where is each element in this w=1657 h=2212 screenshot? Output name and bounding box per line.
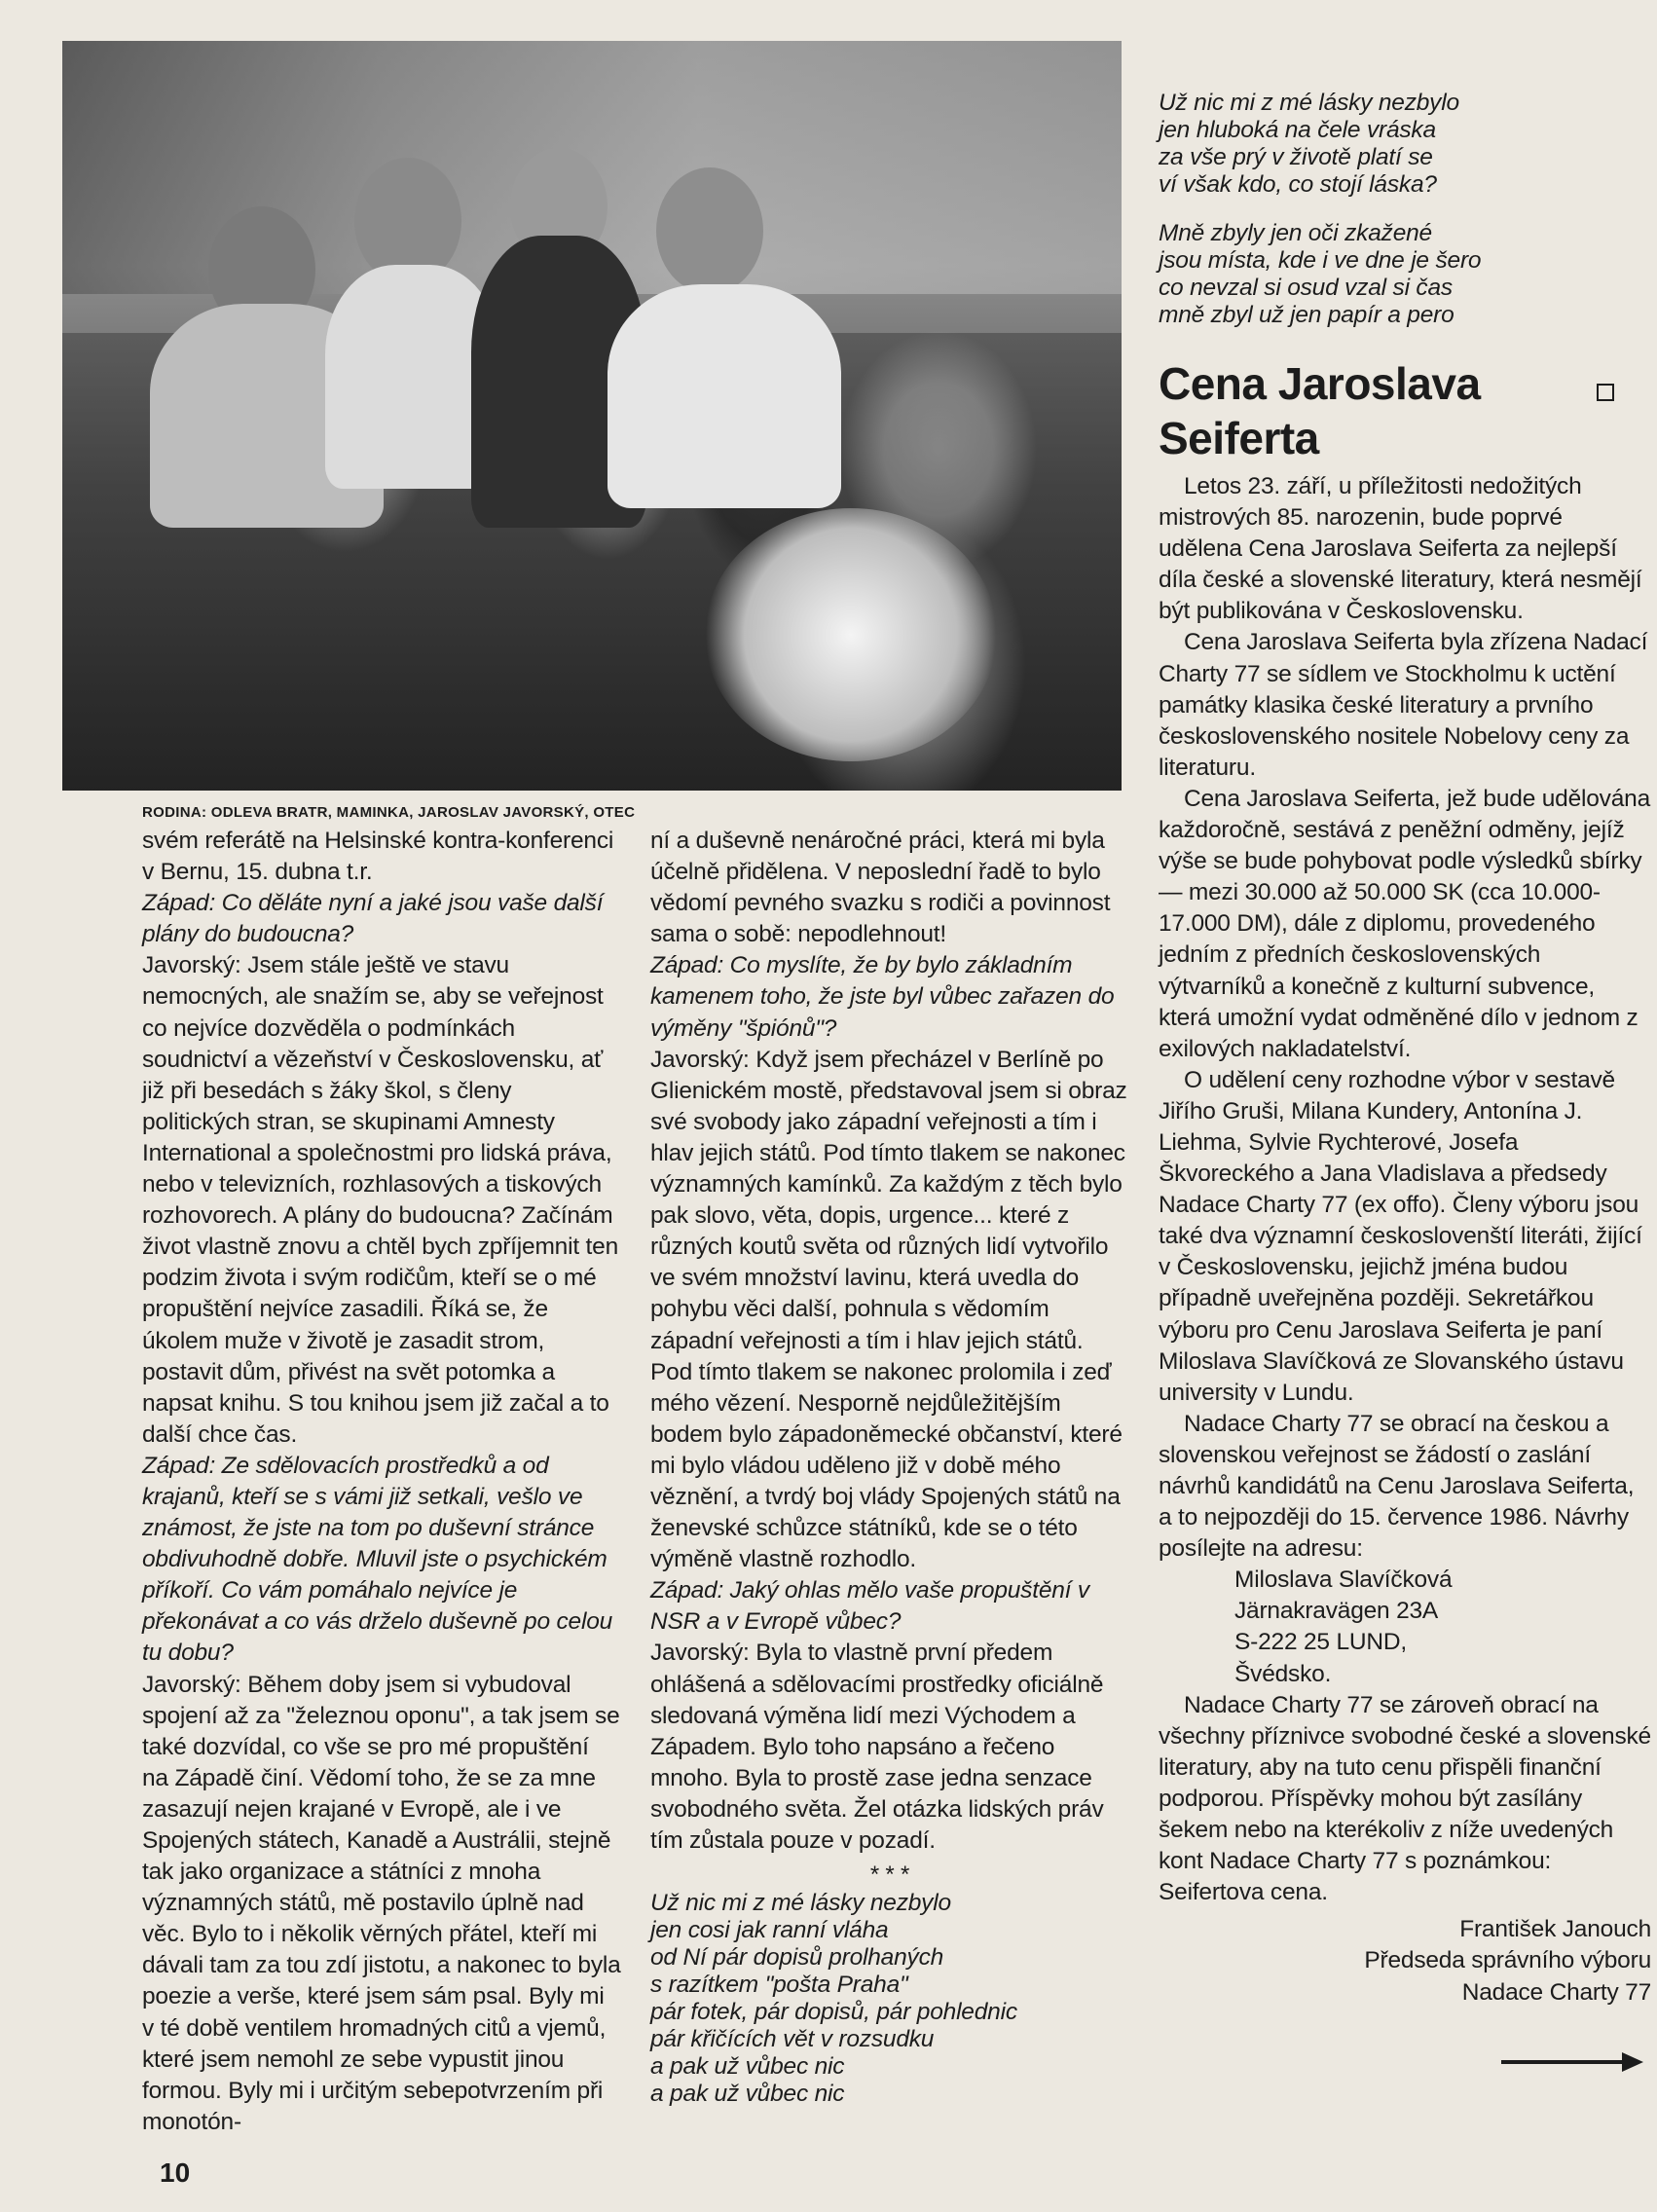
article-paragraph: Letos 23. září, u příležitosti nedožitých mistrových 85. narozenin, bude poprvé udělena Cena Jaroslava Seiferta za nejlepší díla české a slovenské literatury, která nesmějí být publikována v Československu. <box>1159 473 1642 625</box>
article-paragraph: Cena Jaroslava Seiferta, jež bude udělována každoročně, sestává z peněžní odměny, jejíž výše se bude pohybovat podle výsledků sbírky — mezi 30.000 až 50.000 SK (cca 10.000-17.000 DM), dále z diplomu, provedeného jedním z předních československých výtvarníků a konečně z kulturní subvence, která umožní vydat odměněné dílo v jednom z exilových nakladatelství. <box>1159 785 1650 1062</box>
section-separator: * * * <box>869 1862 910 1889</box>
paragraph: svém referátě na Helsinské kontra-konferenci v Bernu, 15. dubna t.r. <box>142 828 614 886</box>
interview-answer: Javorský: Když jsem přecházel v Berlíně po Glienickém mostě, představoval jsem si obraz své svobody jako západní veřejnosti a tím i hlav jejich států. Pod tímto tlakem se nakonec významných kamínků. Za každým z těch bylo pak slovo, věta, dopis, urgence... které z různých koutů světa od různých lidí vytvořilo ve svém množství lavinu, která uvedla do pohybu věci další, pohnula s vědomím západní veřejnosti a tím i hlav jejich států. Pod tímto tlakem se nakonec prolomila i zeď mého vězení. Nesporně nejdůležitějším bodem bylo západoněmecké občanství, které mi bylo vládou uděleno již v době mého věznění, a tvrdý boj vlády Spojených států na ženevské schůzce státníků, kde se o této výměně vlastně rozhodlo. <box>650 1046 1127 1573</box>
article-paragraph: Nadace Charty 77 se zároveň obrací na všechny příznivce svobodné české a slovenské literatury, aby na tuto cenu přispěli finanční podporou. Příspěvky mohou být zasílány šekem nebo na kterékoliv z níže uvedených kont Nadace Charty 77 s poznámkou: Seifertova cena. <box>1159 1691 1651 1906</box>
interview-question: Západ: Co děláte nyní a jaké jsou vaše další plány do budoucna? <box>142 890 604 948</box>
person-father <box>656 167 763 294</box>
column-1 <box>142 826 621 2138</box>
interview-answer: Javorský: Byla to vlastně první předem ohlášená a sdělovacími prostředky oficiálně sledovaná výměna lidí mezi Východem a Západem. Bylo toho napsáno a řečeno mnoho. Byla to prostě zase jedna senzace svobodného světa. Žel otázka lidských práv tím zůstala pouze v pozadí. <box>650 1640 1104 1854</box>
interview-answer: Javorský: Během doby jsem si vybudoval spojení až za "železnou oponu", a tak jsem se také dozvídal, co vše se pro mé propuštění na Západě činí. Vědomí toho, že se za mne zasazují nejen krajané v Evropě, ale i ve Spojených státech, Kanadě a Austrálii, stejně tak jako organizace a státníci z mnoha významných států, mě postavilo úplně nad věc. Bylo to i několik věrných přátel, kteří mi dávali tam za tou zdí jistotu, a nakonec to byla poezie a verše, které jsem sám psal. Byly mi v té době ventilem hromadných citů a vjemů, které jsem nemohl ze sebe vypustit jinou formou. Byly mi i určitým sebepotvrzením při monotón- <box>142 1671 621 2135</box>
poem-line: jen cosi jak ranní vláha <box>650 1917 889 1944</box>
postal-address <box>1159 1565 1651 1689</box>
address-line: S-222 25 LUND, <box>1234 1629 1407 1656</box>
poem-line: pár fotek, pár dopisů, pár pohlednic <box>650 1999 1017 2026</box>
paragraph: ní a duševně nenáročné práci, která mi byla účelně přidělena. V neposlední řadě to bylo vědomí pevného svazku s rodiči a povinnost sama o sobě: nepodlehnout! <box>650 828 1111 948</box>
signature-block <box>1159 1914 1651 2008</box>
photo-caption: RODINA: ODLEVA BRATR, MAMINKA, JAROSLAV JAVORSKÝ, OTEC <box>142 804 636 821</box>
photo-flowers <box>705 508 997 761</box>
poem-line: jsou místa, kde i ve dne je šero <box>1159 247 1482 274</box>
address-line: Järnakravägen 23A <box>1234 1598 1439 1625</box>
article-paragraph: Cena Jaroslava Seiferta byla zřízena Nadací Charty 77 se sídlem ve Stockholmu k uctění památky klasika české literatury a prvního československého nositele Nobelovy ceny za literaturu. <box>1159 629 1648 781</box>
address-line: Švédsko. <box>1234 1660 1332 1687</box>
interview-question: Západ: Ze sdělovacích prostředků a od krajanů, kteří se s vámi již setkali, vešlo ve známost, že jste na tom po duševní stránce obdivuhodně dobře. Mluvil jste o psychickém příkoří. Co vám pomáhalo nejvíce je překonávat a co vás drželo duševně po celou tu dobu? <box>142 1452 613 1667</box>
poem-line: ví však kdo, co stojí láska? <box>1159 171 1437 198</box>
page-number: 10 <box>160 2157 191 2188</box>
column-3 <box>1159 90 1651 2009</box>
poem-line: za vše prý v životě platí se <box>1159 144 1433 170</box>
article-paragraph: Nadace Charty 77 se obrací na českou a slovenskou veřejnost se žádostí o zaslání návrhů kandidátů na Cenu Jaroslava Seiferta, a to nejpozději do 15. července 1986. Návrhy posílejte na adresu: <box>1159 1410 1635 1563</box>
poem-line: Už nic mi z mé lásky nezbylo <box>1159 90 1459 116</box>
article-headline: Cena Jaroslava Seiferta <box>1159 358 1481 463</box>
poem-continued <box>1159 90 1651 199</box>
poem-line: Mně zbyly jen oči zkažené <box>1159 220 1432 246</box>
poem <box>650 1890 1129 2108</box>
column-2 <box>650 826 1129 2108</box>
signature-line: Předseda správního výboru <box>1364 1947 1651 1974</box>
interview-question: Západ: Jaký ohlas mělo vaše propuštění v NSR a v Evropě vůbec? <box>650 1577 1089 1636</box>
interview-question: Západ: Co myslíte, že by bylo základním kamenem toho, že jste byl vůbec zařazen do výměny "špiónů"? <box>650 952 1115 1042</box>
poem-line: pár křičících vět v rozsudku <box>650 2026 935 2053</box>
signature-line: Nadace Charty 77 <box>1461 1978 1651 2006</box>
poem-continued <box>1159 220 1651 329</box>
article-paragraph: O udělení ceny rozhodne výbor v sestavě Jiřího Gruši, Milana Kundery, Antonína J. Liehma, Sylvie Rychterové, Josefa Škvoreckého a Jana Vladislava a předsedy Nadace Charty 77 (ex offo). Členy výboru jsou také dva významní českoslovenští literáti, žijící v Československu, jejichž jména budou případně uveřejněna později. Sekretářkou výboru pro Cenu Jaroslava Seiferta je paní Miloslava Slavíčková ze Slovanského ústavu university v Lundu. <box>1159 1066 1642 1406</box>
poem-line: Už nic mi z mé lásky nezbylo <box>650 1890 951 1917</box>
address-line: Miloslava Slavíčková <box>1234 1567 1453 1594</box>
poem-line: mně zbyl už jen papír a pero <box>1159 302 1454 328</box>
family-photo <box>62 41 1122 791</box>
poem-line: s razítkem "pošta Praha" <box>650 1972 908 1999</box>
poem-line: jen hluboká na čele vráska <box>1159 117 1436 143</box>
signature-line: František Janouch <box>1459 1916 1651 1943</box>
interview-answer: Javorský: Jsem stále ještě ve stavu nemocných, ale snažím se, aby se veřejnost co nejvíce dozvěděla o podmínkách soudnictví a vězeňství v Československu, ať již při besedách s žáky škol, s členy politických stran, se skupinami Amnesty International a společnostmi pro lidská práva, nebo v televizních, rozhlasových a tiskových rozhovorech. A plány do budoucna? Začínám život vlastně znovu a chtěl bych zpříjemnit ten podzim života i svým rodičům, kteří se o mé propuštění nejvíce zasadili. Říká se, že úkolem muže v životě je zasadit strom, postavit dům, přivést na svět potomka a napsat knihu. S tou knihou jsem již začal a to další chce čas. <box>142 952 619 1448</box>
poem-line: od Ní pár dopisů prolhaných <box>650 1944 944 1972</box>
continued-arrow-icon <box>1499 2050 1645 2074</box>
person-father-shirt <box>608 284 841 508</box>
poem-line: co nevzal si osud vzal si čas <box>1159 275 1453 301</box>
end-mark-icon <box>1597 384 1614 401</box>
poem-line: a pak už vůbec nic <box>650 2053 845 2081</box>
poem-line: a pak už vůbec nic <box>650 2081 845 2108</box>
